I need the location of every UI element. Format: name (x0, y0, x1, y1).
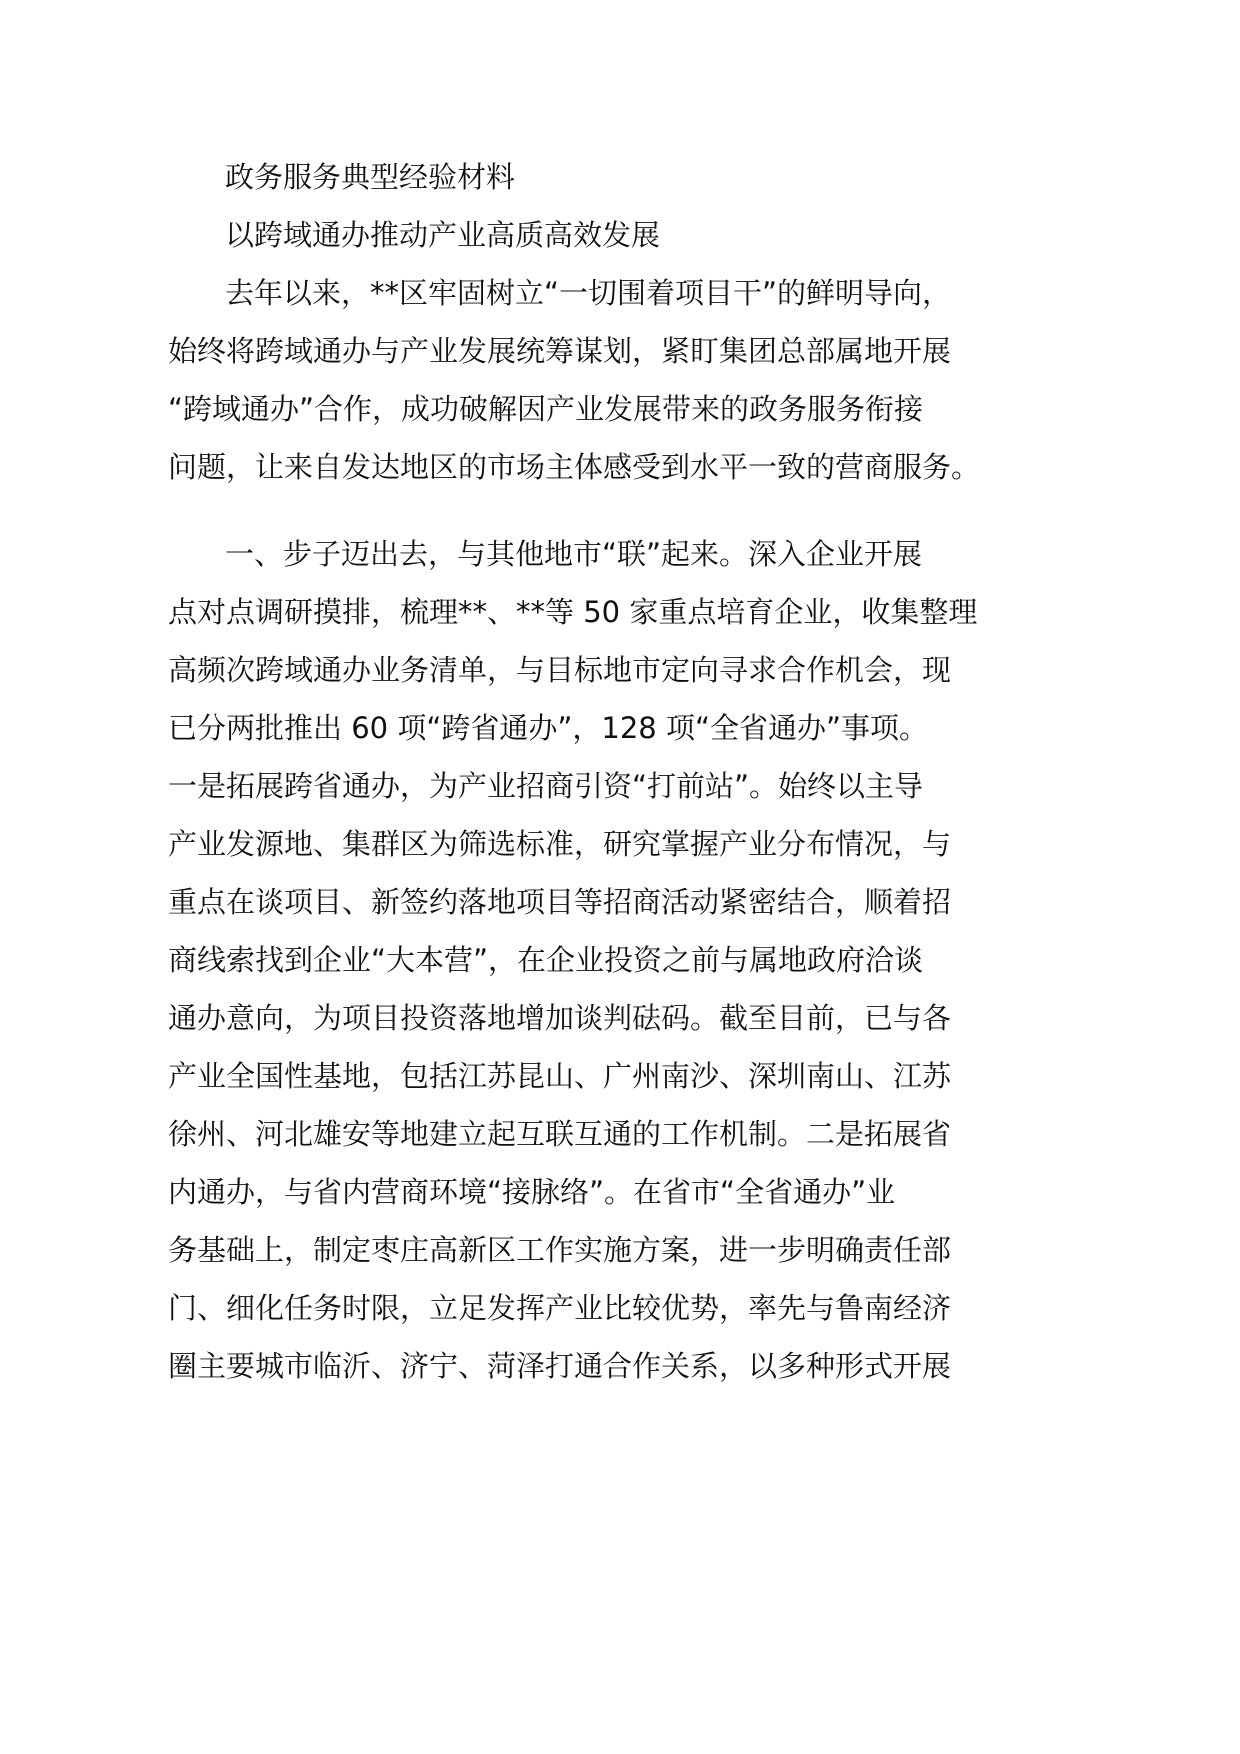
paragraph-line: 门、细化任务时限，立足发挥产业比较优势，率先与鲁南经济 (168, 1291, 952, 1325)
paragraph-line: 点对点调研摸排，梳理**、**等 50 家重点培育企业，收集整理 (168, 595, 978, 629)
document-heading-label: 政务服务典型经验材料 (225, 160, 516, 194)
document-title: 以跨域通办推动产业高质高效发展 (225, 218, 661, 252)
paragraph-line: 产业发源地、集群区为筛选标准，研究掌握产业分布情况，与 (168, 827, 952, 861)
paragraph-line: 一是拓展跨省通办，为产业招商引资“打前站”。始终以主导 (168, 769, 924, 803)
paragraph-line: 始终将跨域通办与产业发展统筹谋划，紧盯集团总部属地开展 (168, 334, 952, 368)
paragraph-line: 重点在谈项目、新签约落地项目等招商活动紧密结合，顺着招 (168, 885, 952, 919)
paragraph-line: 一、步子迈出去，与其他地市“联”起来。深入企业开展 (225, 537, 923, 571)
paragraph-line: 徐州、河北雄安等地建立起互联互通的工作机制。二是拓展省 (168, 1117, 952, 1151)
paragraph-line: 通办意向，为项目投资落地增加谈判砝码。截至目前，已与各 (168, 1001, 952, 1035)
paragraph-line: 高频次跨域通办业务清单，与目标地市定向寻求合作机会，现 (168, 653, 952, 687)
paragraph-line: “跨域通办”合作，成功破解因产业发展带来的政务服务衔接 (168, 392, 924, 426)
paragraph-line: 务基础上，制定枣庄高新区工作实施方案，进一步明确责任部 (168, 1233, 952, 1267)
paragraph-line: 产业全国性基地，包括江苏昆山、广州南沙、深圳南山、江苏 (168, 1059, 952, 1093)
paragraph-line: 商线索找到企业“大本营”，在企业投资之前与属地政府洽谈 (168, 943, 924, 977)
paragraph-line: 内通办，与省内营商环境“接脉络”。在省市“全省通办”业 (168, 1175, 896, 1209)
paragraph-line: 圈主要城市临沂、济宁、菏泽打通合作关系，以多种形式开展 (168, 1349, 952, 1383)
paragraph-line: 去年以来，**区牢固树立“一切围着项目干”的鲜明导向， (225, 276, 952, 310)
paragraph-line: 问题，让来自发达地区的市场主体感受到水平一致的营商服务。 (168, 450, 981, 484)
paragraph-line: 已分两批推出 60 项“跨省通办”，128 项“全省通办”事项。 (168, 711, 929, 745)
